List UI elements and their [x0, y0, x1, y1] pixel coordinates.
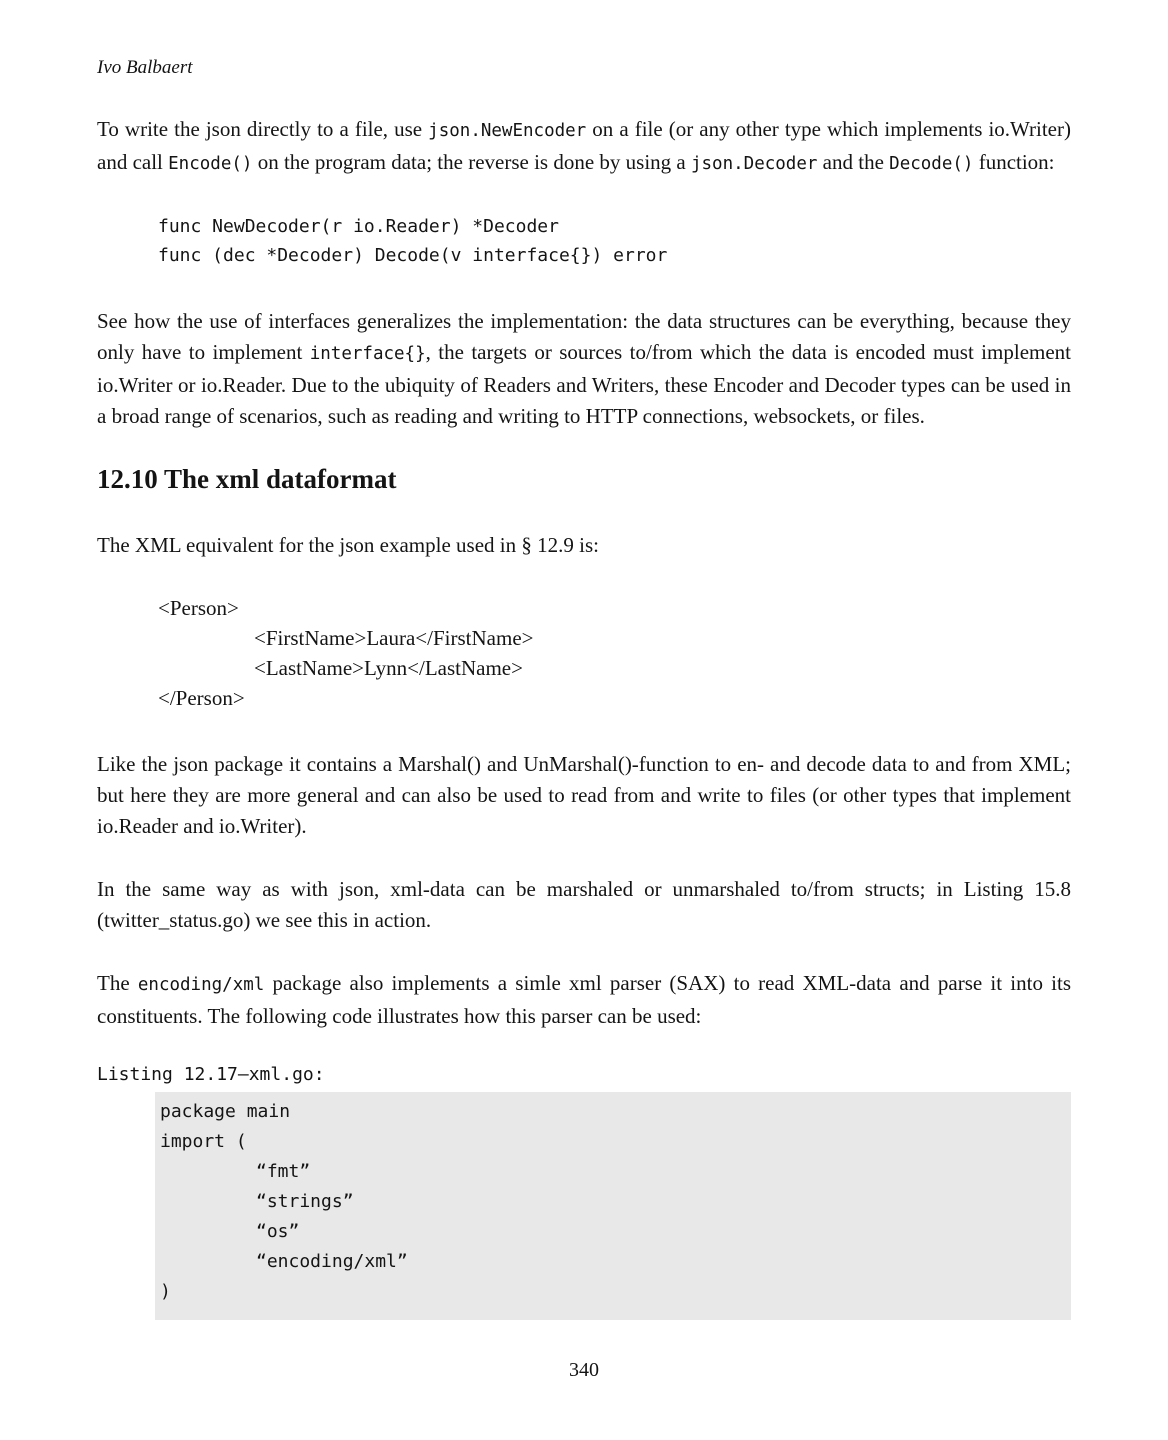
section-heading-xml-dataformat: 12.10 The xml dataformat	[97, 464, 397, 494]
code-block-decoder-signatures	[158, 212, 1071, 270]
paragraph-text: , the targets or sources to/from which the data is encoded must implement io.Writer or io.Reader. Due to the ubiquity of Readers and Writers, these Encoder and Decoder types can be used in a broad range of scenarios, such as reading and writing to HTTP connections, websockets, or files.	[97, 340, 1071, 428]
code-line: “os”	[256, 1221, 300, 1242]
code-line: func (dec *Decoder) Decode(v interface{}) error	[158, 245, 668, 266]
inline-code: interface{}	[309, 344, 426, 364]
running-header-author: Ivo Balbaert	[97, 57, 193, 78]
listing-label: Listing 12.17—xml.go:	[97, 1064, 325, 1085]
paragraph-text: on the program data; the reverse is done by using a	[252, 150, 691, 174]
paragraph-text: package also implements a simle xml parser (SAX) to read XML-data and parse it into its constituents. The following code illustrates how this parser can be used:	[97, 971, 1072, 1028]
paragraph-structs	[97, 874, 1071, 936]
inline-code: encoding/xml	[137, 975, 265, 995]
paragraph-text: The XML equivalent for the json example used in § 12.9 is:	[97, 533, 599, 557]
page-number: 340	[569, 1359, 599, 1381]
paragraph-interfaces	[97, 306, 1071, 432]
code-line: “strings”	[256, 1191, 354, 1212]
xml-line: <LastName>Lynn</LastName>	[254, 656, 523, 680]
inline-code: Encode()	[168, 154, 253, 174]
paragraph-text: on a file (or any other type which implements io.Writer) and call	[97, 117, 1071, 174]
code-line: import (	[160, 1131, 247, 1152]
paragraph-text: Like the json package it contains a Marshal() and UnMarshal()-function to en- and decode data to and from XML; but here they are more general and can also be used to read from and write to files (or other types that implement io.Reader and io.Writer).	[97, 752, 1071, 838]
inline-code: Decode()	[889, 154, 974, 174]
xml-line: </Person>	[158, 686, 245, 710]
inline-code: json.Decoder	[690, 154, 818, 174]
paragraph-marshal	[97, 749, 1071, 842]
paragraph-text: To write the json directly to a file, use	[97, 117, 429, 141]
paragraph-json-encoder	[97, 114, 1071, 180]
paragraph-text: In the same way as with json, xml-data can be marshaled or unmarshaled to/from structs; in Listing 15.8 (twitter_status.go) we see this in action.	[97, 877, 1071, 932]
code-line: )	[160, 1281, 171, 1302]
inline-code: json.NewEncoder	[428, 121, 587, 141]
paragraph-text: and the	[817, 150, 890, 174]
paragraph-sax-parser	[97, 968, 1071, 1032]
xml-line: <FirstName>Laura</FirstName>	[254, 626, 534, 650]
paragraph-text: The	[97, 971, 138, 995]
code-line: “encoding/xml”	[256, 1251, 408, 1272]
code-line: “fmt”	[256, 1161, 311, 1182]
code-line: func NewDecoder(r io.Reader) *Decoder	[158, 216, 559, 237]
xml-example-block	[158, 593, 1071, 713]
paragraph-text: See how the use of interfaces generalizes the implementation: the data structures can be everything, because they only have to implement	[97, 309, 1071, 364]
xml-line: <Person>	[158, 596, 239, 620]
code-line: package main	[160, 1101, 291, 1122]
paragraph-text: function:	[973, 150, 1055, 174]
listing-code-block	[155, 1092, 1071, 1320]
paragraph-xml-equivalent	[97, 530, 1071, 561]
